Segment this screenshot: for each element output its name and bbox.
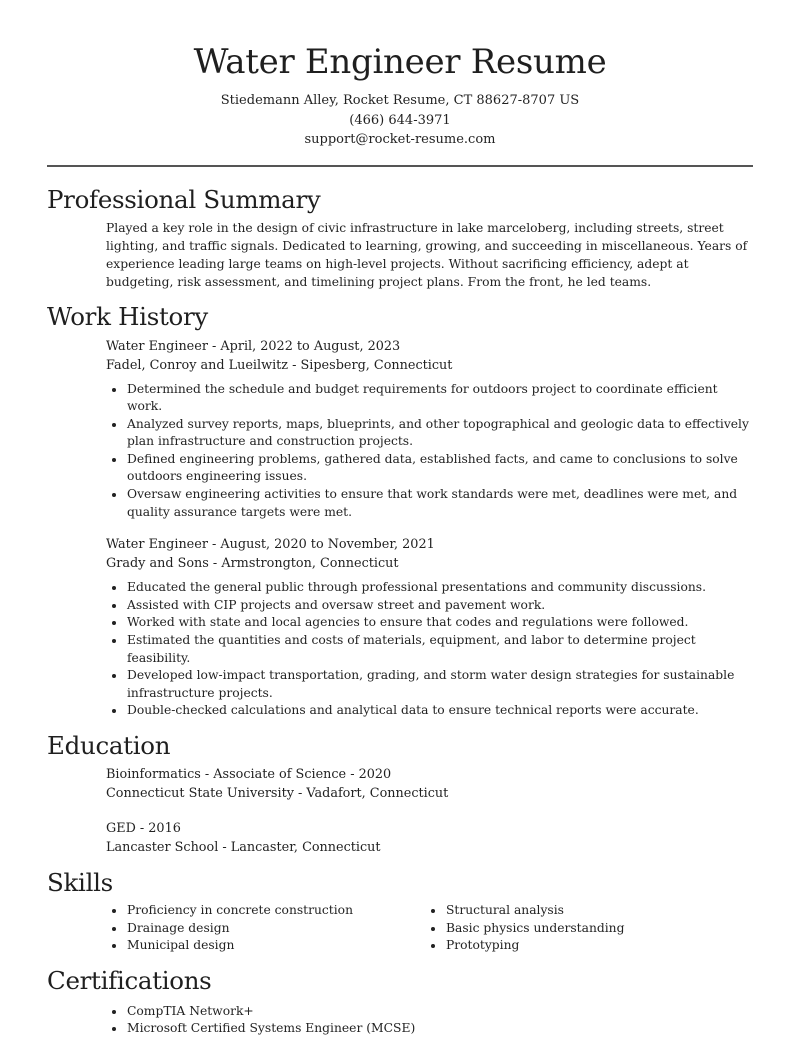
education-school: Connecticut State University - Vadafort, Connecticut — [106, 786, 449, 801]
contact-phone: (466) 644-3971 — [349, 112, 451, 128]
list-item: Assisted with CIP projects and oversaw street and pavement work. — [127, 597, 753, 615]
education-section — [0, 730, 800, 857]
list-item: CompTIA Network+ — [127, 1003, 753, 1021]
list-item: Structural analysis — [446, 902, 744, 920]
work-history-section — [0, 301, 800, 721]
contact-address: Stiedemann Alley, Rocket Resume, CT 88627-8707 US — [220, 93, 580, 108]
education-degree: Bioinformatics - Associate of Science - 2020 — [106, 767, 392, 782]
skills-column-left — [106, 902, 425, 955]
summary-section — [0, 184, 800, 291]
list-item: Prototyping — [446, 937, 744, 955]
list-item: Proficiency in concrete construction — [127, 902, 425, 920]
skills-heading: Skills — [47, 868, 113, 897]
list-item: Educated the general public through professional presentations and community discussions. — [127, 579, 753, 597]
skills-column-right — [425, 902, 744, 955]
skills-columns — [106, 902, 753, 955]
job-entry — [106, 535, 753, 720]
work-history-heading: Work History — [47, 301, 208, 331]
skills-list — [425, 902, 744, 955]
list-item: Microsoft Certified Systems Engineer (MCSE) — [127, 1020, 753, 1038]
job-entry — [106, 337, 753, 522]
list-item: Defined engineering problems, gathered data, established facts, and came to conclusions to solve outdoors engineering issues. — [127, 451, 753, 486]
job-title-dates: Water Engineer - April, 2022 to August, 2023 — [106, 338, 401, 354]
education-school: Lancaster School - Lancaster, Connecticut — [106, 840, 381, 855]
education-degree: GED - 2016 — [106, 821, 181, 836]
list-item: Oversaw engineering activities to ensure that work standards were met, deadlines were met, and quality assurance targets were met. — [127, 486, 753, 521]
skills-section — [0, 867, 800, 955]
job-duties-list — [106, 579, 753, 720]
resume-header — [0, 0, 800, 150]
list-item: Double-checked calculations and analytical data to ensure technical reports were accurate. — [127, 702, 753, 720]
job-company-location: Grady and Sons - Armstrongton, Connecticut — [106, 556, 399, 572]
list-item: Analyzed survey reports, maps, blueprints, and other topographical and geologic data to effectively plan infrastructure and construction projects. — [127, 416, 753, 451]
list-item: Worked with state and local agencies to ensure that codes and regulations were followed. — [127, 614, 753, 632]
list-item: Developed low-impact transportation, grading, and storm water design strategies for sustainable infrastructure projects. — [127, 667, 753, 702]
certifications-list — [106, 1003, 753, 1038]
skills-list — [106, 902, 425, 955]
certifications-section — [0, 965, 800, 1038]
job-company-location: Fadel, Conroy and Lueilwitz - Sipesberg, Connecticut — [106, 357, 453, 373]
job-title-dates: Water Engineer - August, 2020 to November, 2021 — [106, 537, 435, 553]
list-item: Municipal design — [127, 937, 425, 955]
certifications-heading: Certifications — [47, 965, 212, 995]
resume-title: Water Engineer Resume — [193, 42, 607, 82]
education-entry — [106, 819, 753, 857]
list-item: Estimated the quantities and costs of materials, equipment, and labor to determine project feasibility. — [127, 632, 753, 667]
contact-email: support@rocket-resume.com — [304, 132, 496, 147]
education-heading: Education — [47, 731, 171, 760]
list-item: Drainage design — [127, 920, 425, 938]
job-duties-list — [106, 381, 753, 522]
contact-info — [0, 91, 800, 150]
summary-text: Played a key role in the design of civic infrastructure in lake marceloberg, including streets, street lighting, and traffic signals. Dedicated to learning, growing, and succeeding in miscellaneous. Years of experience leading large teams on high-level projects. Without sacrificing efficiency, adept at budgeting, risk assessment, and timelining project plans. From the front, he led teams. — [106, 220, 748, 289]
summary-heading: Professional Summary — [47, 184, 321, 214]
list-item: Determined the schedule and budget requirements for outdoors project to coordinate efficient work. — [127, 381, 753, 416]
header-divider — [47, 165, 753, 167]
education-entry — [106, 765, 753, 803]
list-item: Basic physics understanding — [446, 920, 744, 938]
